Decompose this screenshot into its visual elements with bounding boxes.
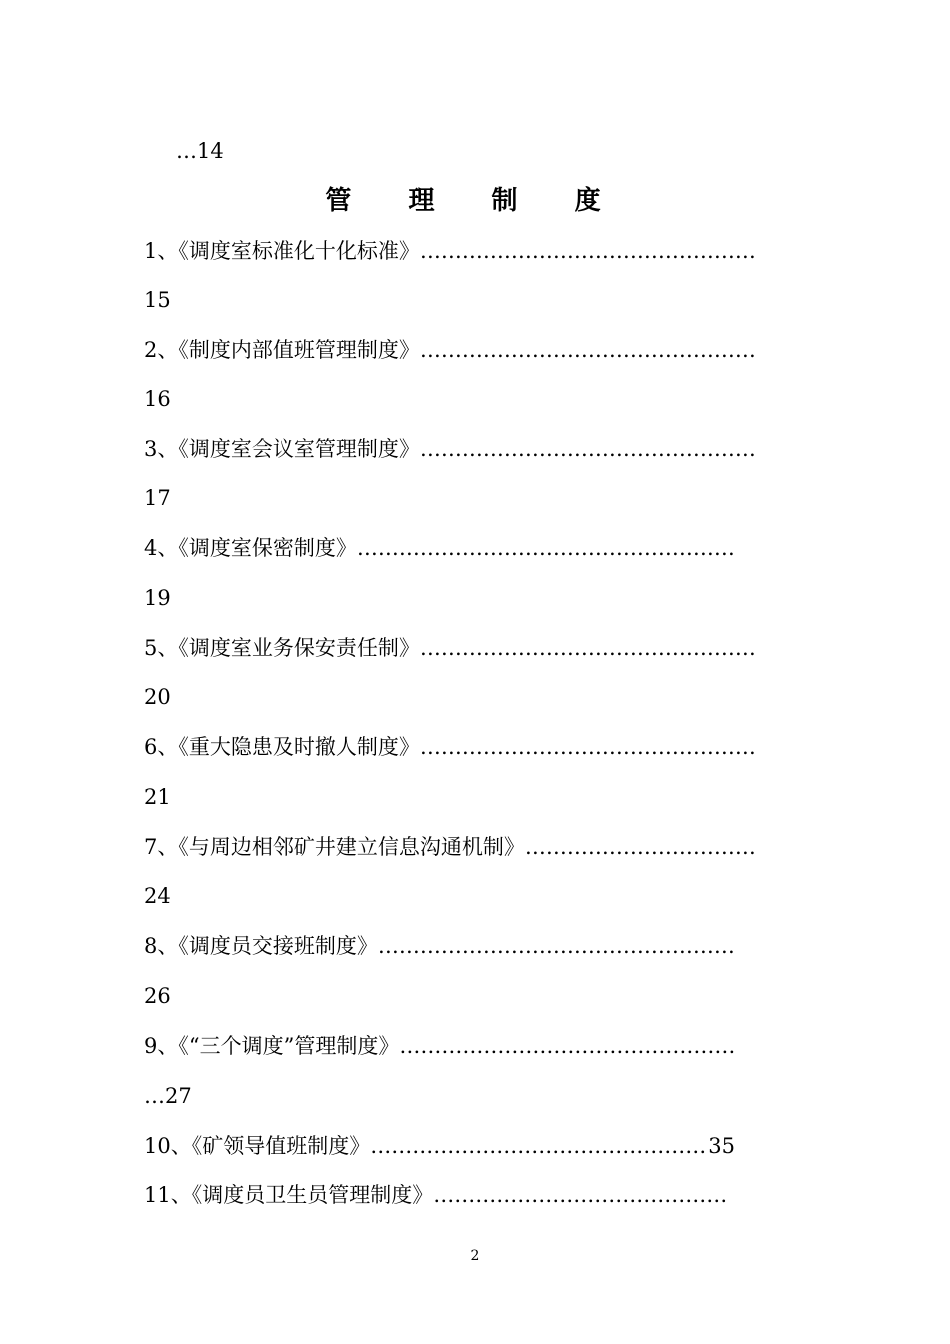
section-title: 管 理 制 度 xyxy=(325,186,625,216)
toc-entry-4: 4、《调度室保密制度》……………………………………………… xyxy=(144,536,735,560)
toc-entry-3: 3、《调度室会议室管理制度》………………………………………… xyxy=(144,437,756,461)
toc-page-1: 15 xyxy=(144,288,171,312)
toc-entry-7: 7、《与周边相邻矿井建立信息沟通机制》…………………………… xyxy=(144,835,756,859)
toc-entry-8: 8、《调度员交接班制度》…………………………………………… xyxy=(144,934,735,958)
toc-entry-9: 9、《“三个调度”管理制度》………………………………………… xyxy=(144,1034,736,1058)
toc-page-10: 35 xyxy=(708,1134,735,1158)
toc-page-7: 24 xyxy=(144,884,171,908)
toc-entry-2: 2、《制度内部值班管理制度》………………………………………… xyxy=(144,338,756,362)
toc-page-3: 17 xyxy=(144,486,171,510)
toc-entry-11: 11、《调度员卫生员管理制度》…………………………………… xyxy=(144,1183,728,1207)
toc-page-9: …27 xyxy=(144,1084,192,1108)
toc-page-8: 26 xyxy=(144,984,171,1008)
toc-entry-10 xyxy=(144,1131,735,1161)
continuation-page-ref: …14 xyxy=(176,139,224,163)
page-number: 2 xyxy=(470,1248,480,1264)
toc-page-4: 19 xyxy=(144,586,171,610)
toc-entry-10-text: 10、《矿领导值班制度》………………………………………… xyxy=(144,1134,707,1158)
toc-page-6: 21 xyxy=(144,785,171,809)
toc-page-5: 20 xyxy=(144,685,171,709)
toc-entry-1: 1、《调度室标准化十化标准》………………………………………… xyxy=(144,239,756,263)
toc-entry-6: 6、《重大隐患及时撤人制度》………………………………………… xyxy=(144,735,756,759)
toc-entry-5: 5、《调度室业务保安责任制》………………………………………… xyxy=(144,636,756,660)
toc-page-2: 16 xyxy=(144,387,171,411)
